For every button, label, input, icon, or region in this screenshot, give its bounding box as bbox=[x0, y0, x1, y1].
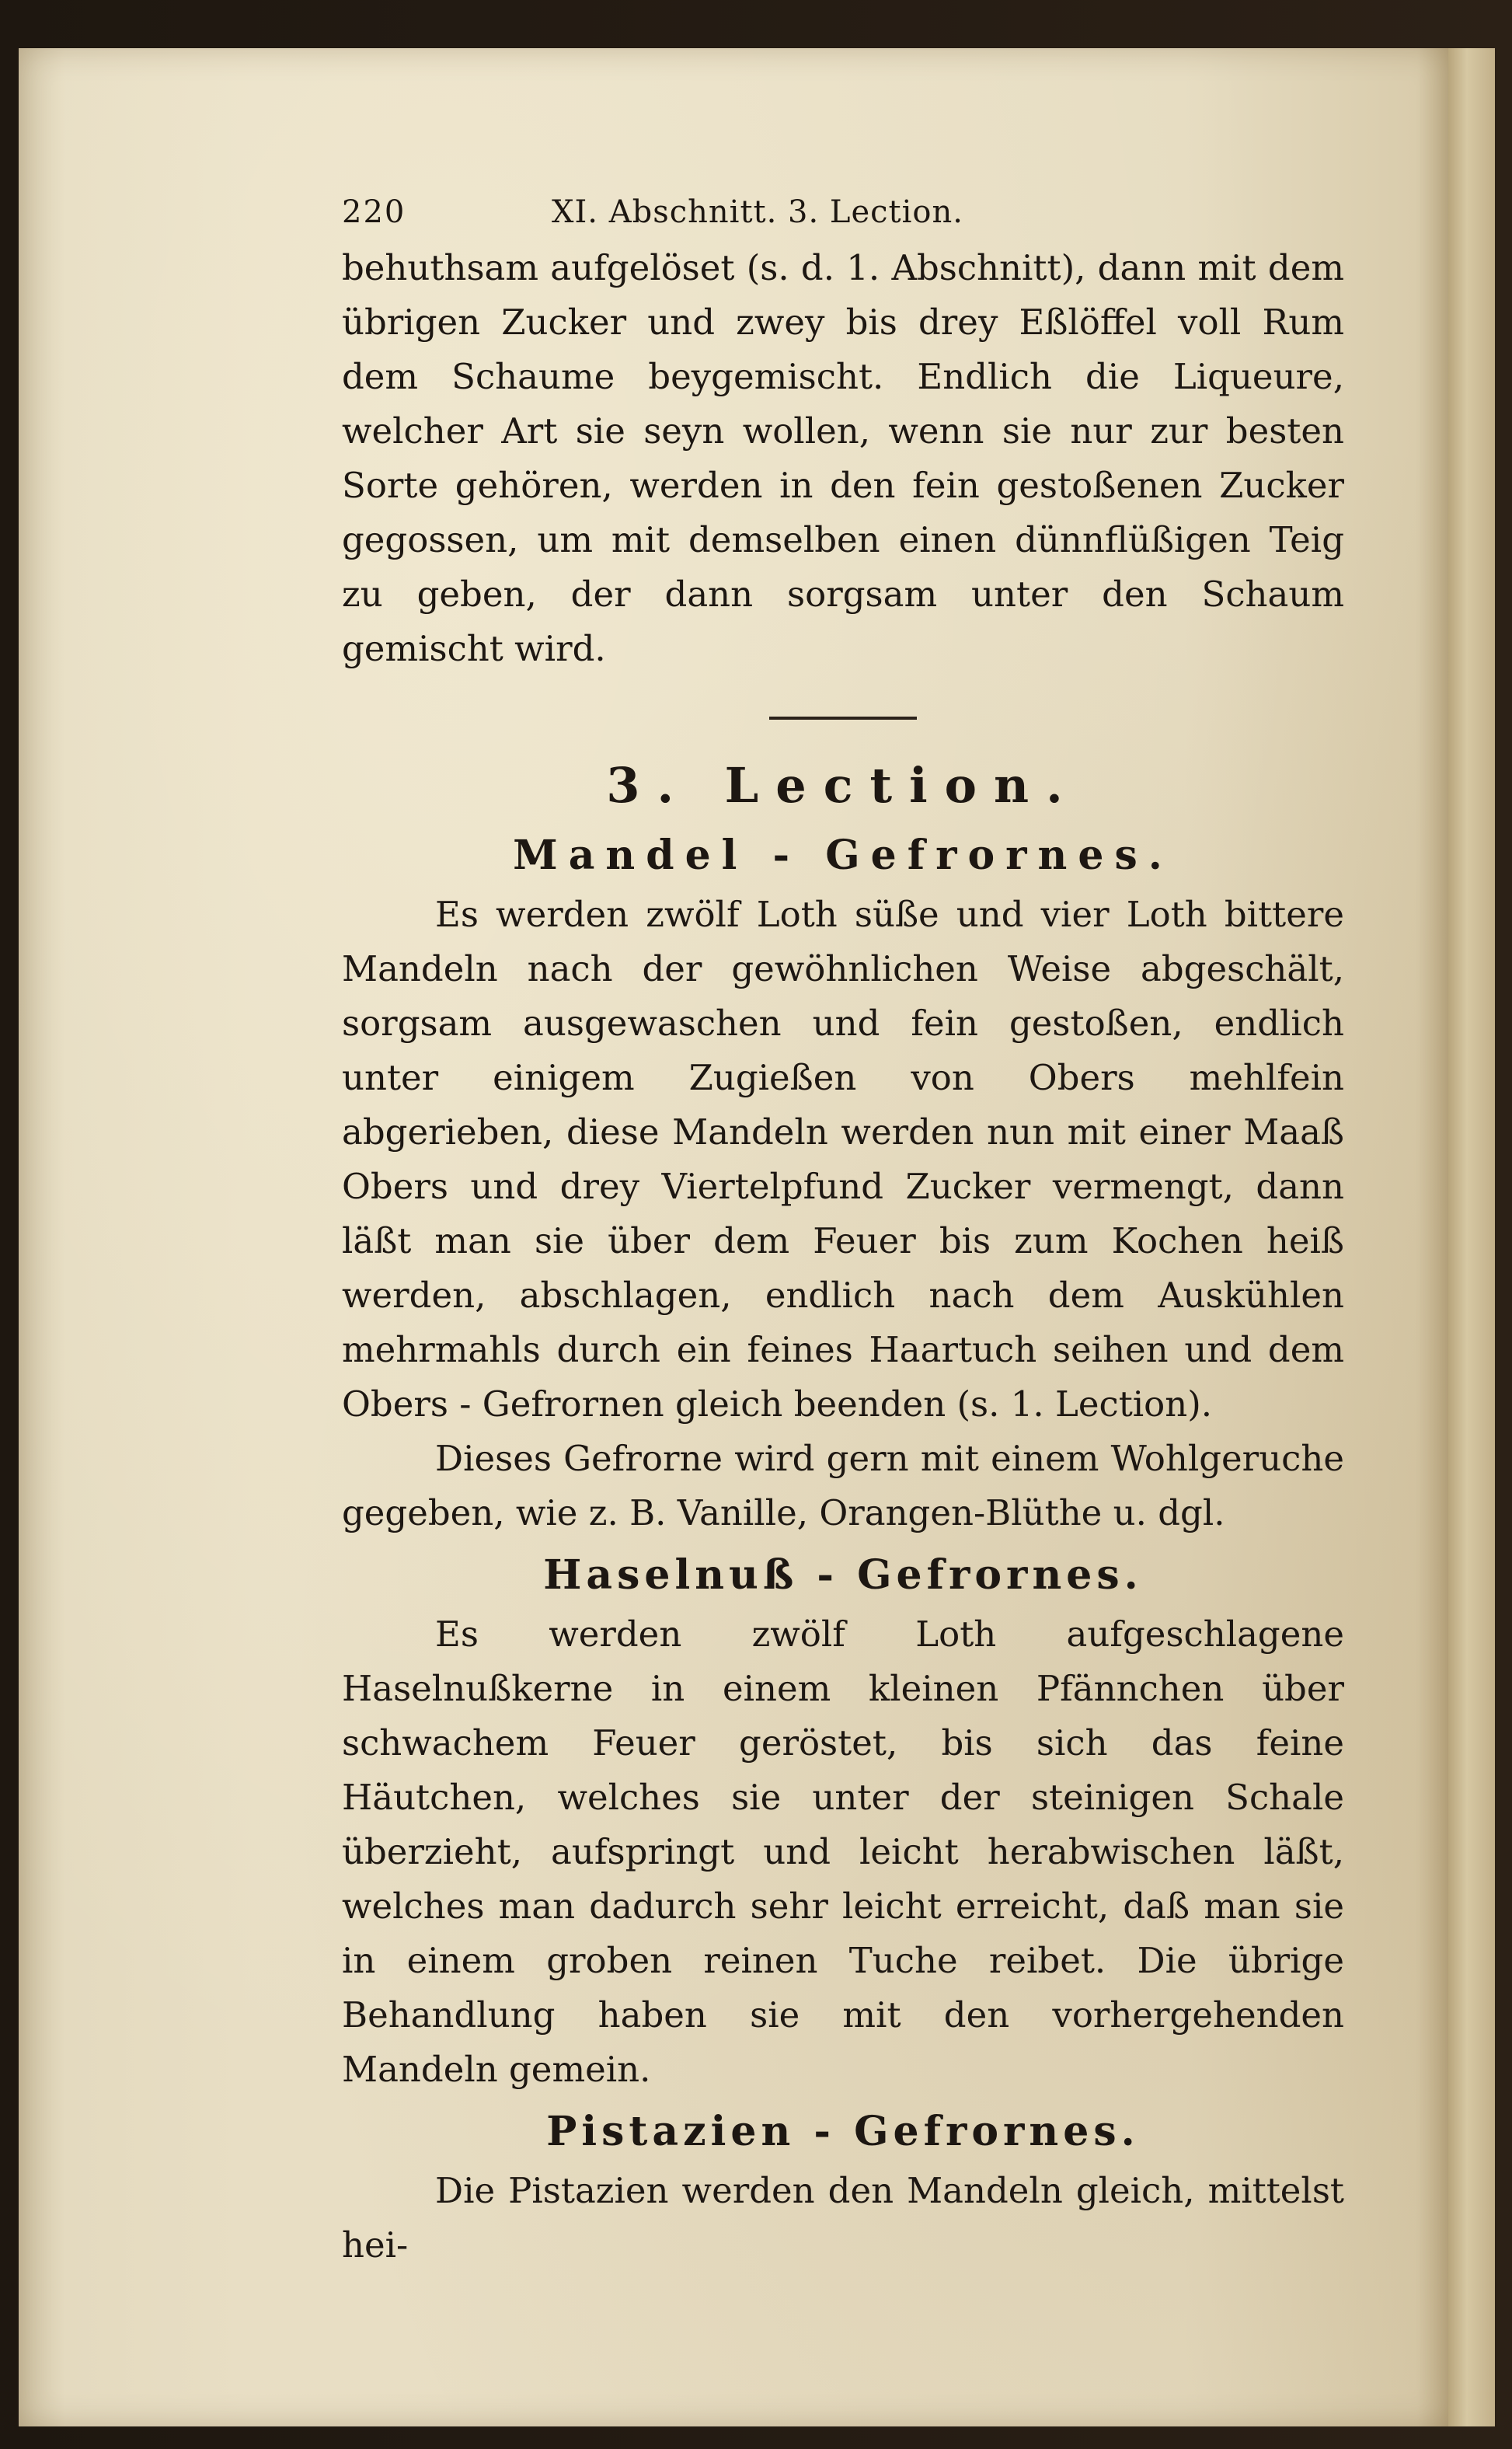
continuation-paragraph: behuthsam aufgelöset (s. d. 1. Abschnitt), dann mit dem übrigen Zucker und zwey bis drey Eßlöffel voll Rum dem Schaume beygemischt. Endlich die Liqueure, welcher Art sie seyn wollen, wenn sie nur zur besten Sorte gehören, werden in den fein gestoßenen Zucker gegossen, um mit demselben einen dünnflüßigen Teig zu geben, der dann sorgsam unter den Schaum gemischt wird. bbox=[342, 247, 1344, 669]
page-edge bbox=[1448, 48, 1495, 2426]
section-heading: 3. Lection. bbox=[606, 757, 1080, 814]
recipe-paragraph: Es werden zwölf Loth aufgeschlagene Haselnußkerne in einem kleinen Pfännchen über schwachem Feuer geröstet, bis sich das feine Häutchen, welches sie unter der steinigen Schale überzieht, aufspringt und leicht herabwischen läßt, welches man dadurch sehr leicht erreicht, daß man sie in einem groben reinen Tuche reibet. Die übrige Behandlung haben sie mit den vorhergehenden Mandeln gemein. bbox=[342, 1613, 1344, 2090]
recipe-title-pistazien: Pistazien - Gefrornes. bbox=[546, 2108, 1140, 2155]
page-number: 220 bbox=[342, 194, 406, 230]
recipe-title-mandel: Mandel - Gefrornes. bbox=[513, 832, 1173, 879]
recipe-paragraph: Dieses Gefrorne wird gern mit einem Wohlgeruche gegeben, wie z. B. Vanille, Orangen-Blüthe u. dgl. bbox=[342, 1438, 1344, 1533]
recipe-paragraph: Es werden zwölf Loth süße und vier Loth bittere Mandeln nach der gewöhnlichen Weise abgeschält, sorgsam ausgewaschen und fein gestoßen, endlich unter einigem Zugießen von Obers mehlfein abgerieben, diese Mandeln werden nun mit einer Maaß Obers und drey Viertelpfund Zucker vermengt, dann läßt man sie über dem Feuer bis zum Kochen heiß werden, abschlagen, endlich nach dem Auskühlen mehrmahls durch ein feines Haartuch seihen und dem Obers - Gefrornen gleich beenden (s. 1. Lection). bbox=[342, 894, 1344, 1425]
running-head bbox=[342, 194, 1344, 230]
recipe-paragraph: Die Pistazien werden den Mandeln gleich, mittelst hei- bbox=[342, 2170, 1344, 2266]
section-divider bbox=[769, 717, 917, 720]
running-title: XI. Abschnitt. 3. Lection. bbox=[552, 194, 963, 230]
page-text bbox=[342, 194, 1344, 2273]
recipe-title-haselnuss: Haselnuß - Gefrornes. bbox=[543, 1551, 1143, 1599]
